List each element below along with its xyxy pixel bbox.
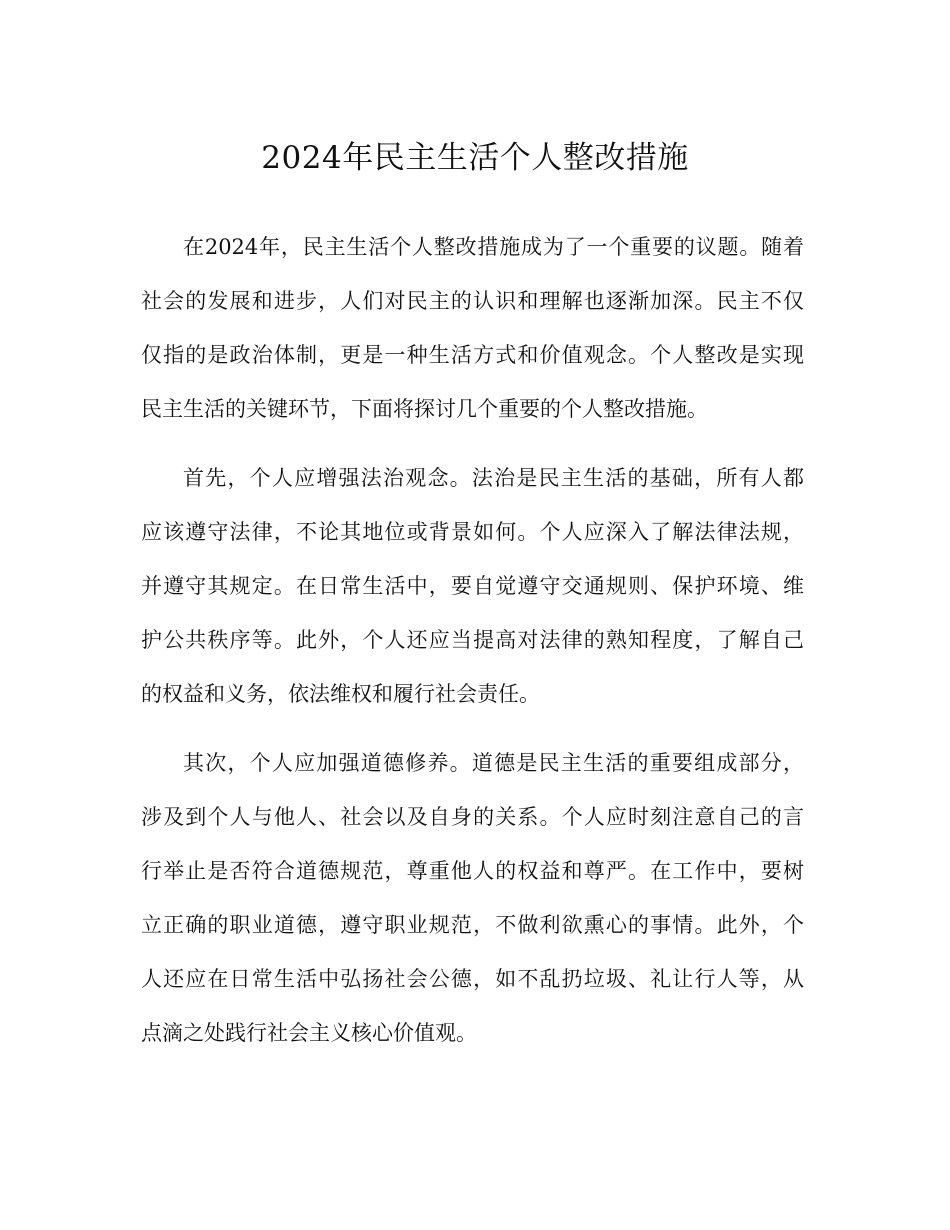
- paragraph-rule-of-law: [141, 451, 804, 721]
- paragraph-line: 护公共秩序等。此外，个人还应当提高对法律的熟知程度，了解自己: [141, 628, 804, 652]
- paragraph-line: 首先，个人应增强法治观念。法治是民主生活的基础，所有人都: [183, 466, 804, 490]
- paragraph-line: 在2024年，民主生活个人整改措施成为了一个重要的议题。随着: [183, 235, 804, 259]
- paragraph-intro: [141, 220, 804, 436]
- paragraph-line: 点滴之处践行社会主义核心价值观。: [141, 1021, 477, 1045]
- paragraph-line: 行举止是否符合道德规范，尊重他人的权益和尊严。在工作中，要树: [141, 859, 804, 883]
- document-body: [141, 220, 804, 1060]
- paragraph-line: 立正确的职业道德，遵守职业规范，不做利欲熏心的事情。此外，个: [141, 913, 804, 937]
- paragraph-line: 的权益和义务，依法维权和履行社会责任。: [141, 682, 540, 706]
- paragraph-line: 仅指的是政治体制，更是一种生活方式和价值观念。个人整改是实现: [141, 343, 804, 367]
- paragraph-line: 应该遵守法律，不论其地位或背景如何。个人应深入了解法律法规，: [141, 520, 804, 544]
- paragraph-line: 其次，个人应加强道德修养。道德是民主生活的重要组成部分，: [183, 751, 804, 775]
- paragraph-line: 涉及到个人与他人、社会以及自身的关系。个人应时刻注意自己的言: [141, 805, 804, 829]
- document-title: 2024年民主生活个人整改措施: [261, 140, 689, 176]
- paragraph-line: 社会的发展和进步，人们对民主的认识和理解也逐渐加深。民主不仅: [141, 289, 804, 313]
- paragraph-line: 人还应在日常生活中弘扬社会公德，如不乱扔垃圾、礼让行人等，从: [141, 967, 804, 991]
- paragraph-line: 并遵守其规定。在日常生活中，要自觉遵守交通规则、保护环境、维: [141, 574, 804, 598]
- paragraph-line: 民主生活的关键环节，下面将探讨几个重要的个人整改措施。: [141, 397, 708, 421]
- paragraph-morality: [141, 736, 804, 1060]
